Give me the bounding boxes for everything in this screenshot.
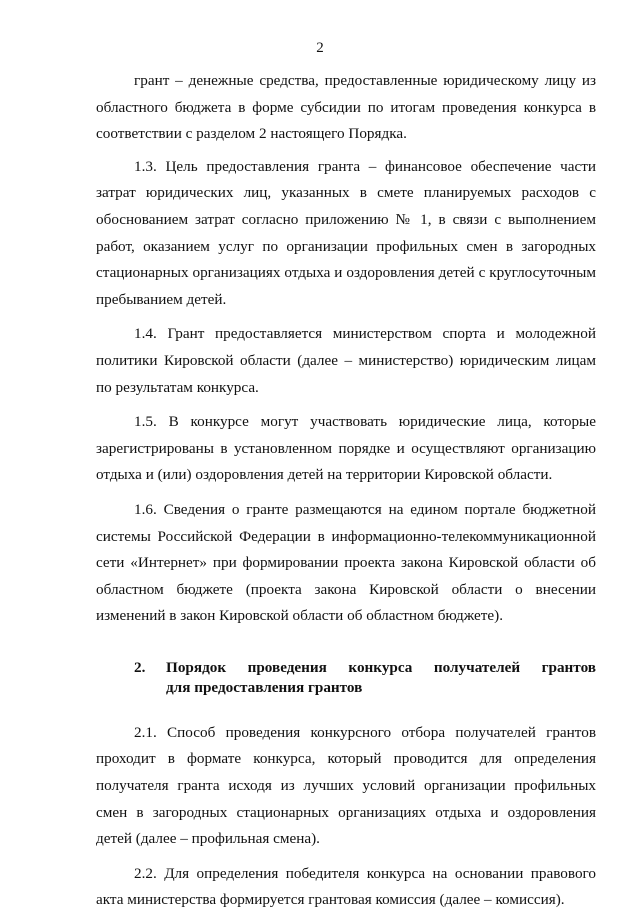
section-2-title-line2: для предоставления грантов <box>166 678 363 696</box>
paragraph-1-5: 1.5. В конкурсе могут участвовать юридические лица, которые зарегистрированы в установленном порядке и осуществляют организацию отдыха и (или) оздоровления детей на территории Кировской области. <box>96 413 596 484</box>
paragraph-1-6: 1.6. Сведения о гранте размещаются на едином портале бюджетной системы Российской Федерации в информационно-телекоммуникационной сети «Интернет» при формировании проекта закона Кировской области об областном бюджете (проекта закона Кировской области о внесении изменений в закон Кировской области об областном бюджете). <box>96 500 596 625</box>
document-body <box>96 68 596 922</box>
paragraph-grant-definition: грант – денежные средства, предоставленные юридическому лицу из областного бюджета в форме субсидии по итогам проведения конкурса в соответствии с разделом 2 настоящего Порядка. <box>96 72 596 143</box>
section-2-title-line1: Порядок проведения конкурса получателей грантов <box>166 658 596 676</box>
paragraph-1-3: 1.3. Цель предоставления гранта – финансовое обеспечение части затрат юридических лиц, указанных в смете планируемых расходов с обоснованием затрат согласно приложению № 1, в связи с выполнением работ, оказанием услуг по организации профильных смен в загородных стационарных организациях отдыха и оздоровления детей с круглосуточным пребыванием детей. <box>96 157 596 308</box>
section-2-title <box>166 658 596 698</box>
paragraph-2-2: 2.2. Для определения победителя конкурса на основании правового акта министерства формируется грантовая комиссия (далее – комиссия). <box>96 864 596 909</box>
paragraph-1-4: 1.4. Грант предоставляется министерством спорта и молодежной политики Кировской области (далее – министерство) юридическим лицам по результатам конкурса. <box>96 325 596 396</box>
paragraph-2-1: 2.1. Способ проведения конкурсного отбора получателей грантов проходит в формате конкурса, который проводится для определения получателя гранта исходя из лучших условий организации профильных смен в загородных стационарных организациях отдыха и оздоровления детей (далее – профильная смена). <box>96 723 596 848</box>
section-2-number: 2. <box>134 658 146 676</box>
section-2-heading <box>96 658 596 698</box>
page-number: 2 <box>316 40 324 56</box>
